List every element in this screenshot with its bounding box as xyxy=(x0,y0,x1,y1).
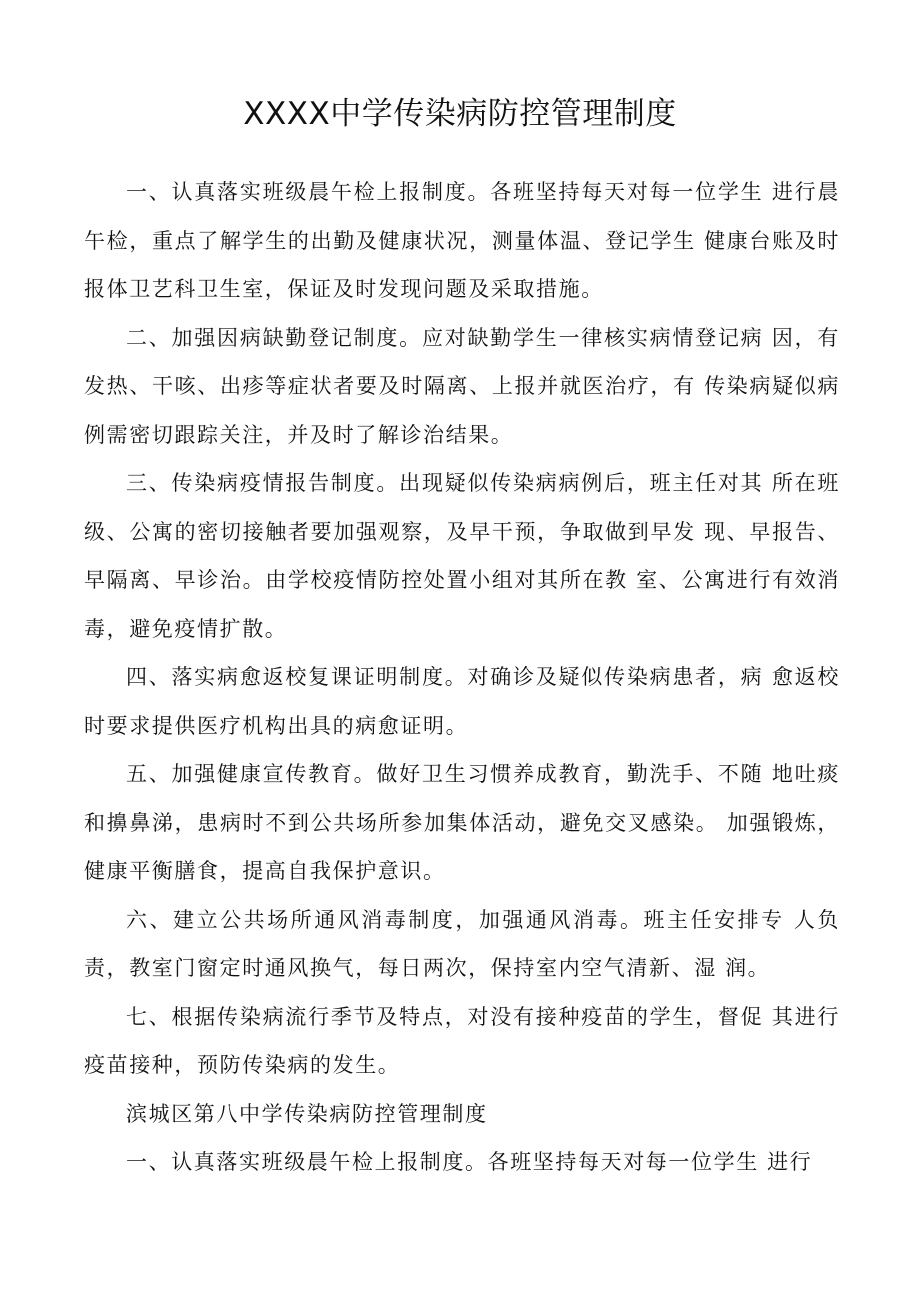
paragraph-2: 二、加强因病缺勤登记制度。应对缺勤学生一律核实病情登记病 因，有发热、干咳、出疹等症状者要及时隔离、上报并就医治疗，有 传染病疑似病例需密切跟踪关注，并及时了解诊治结果。 xyxy=(84,325,840,447)
paragraph-7: 七、根据传染病流行季节及特点，对没有接种疫苗的学生，督促 其进行疫苗接种，预防传染病的发生。 xyxy=(84,1004,840,1077)
paragraph-3: 三、传染病疫情报告制度。出现疑似传染病病例后，班主任对其 所在班级、公寓的密切接触者要加强观察，及早干预，争取做到早发 现、早报告、早隔离、早诊治。由学校疫情防控处置小组对其所在教 室、公寓进行有效消毒，避免疫情扩散。 xyxy=(84,471,840,641)
document-title: XXXX中学传染病防控管理制度 xyxy=(243,96,677,132)
document-body xyxy=(84,168,840,1187)
paragraph-4: 四、落实病愈返校复课证明制度。对确诊及疑似传染病患者，病 愈返校时要求提供医疗机构出具的病愈证明。 xyxy=(84,665,840,738)
section-heading: 滨城区第八中学传染病防控管理制度 xyxy=(126,1101,488,1126)
paragraph-1: 一、认真落实班级晨午检上报制度。各班坚持每天对每一位学生 进行晨午检，重点了解学生的出勤及健康状况，测量体温、登记学生 健康台账及时报体卫艺科卫生室，保证及时发现问题及采取措施。 xyxy=(84,180,840,301)
paragraph-5: 五、加强健康宣传教育。做好卫生习惯养成教育，勤洗手、不随 地吐痰和擤鼻涕，患病时不到公共场所参加集体活动，避免交叉感染。 加强锻炼，健康平衡膳食，提高自我保护意识。 xyxy=(84,762,840,883)
paragraph-6: 六、建立公共场所通风消毒制度，加强通风消毒。班主任安排专 人负责，教室门窗定时通风换气，每日两次，保持室内空气清新、湿 润。 xyxy=(84,907,840,980)
paragraph-8: 一、认真落实班级晨午检上报制度。各班坚持每天对每一位学生 进行 xyxy=(126,1150,813,1174)
